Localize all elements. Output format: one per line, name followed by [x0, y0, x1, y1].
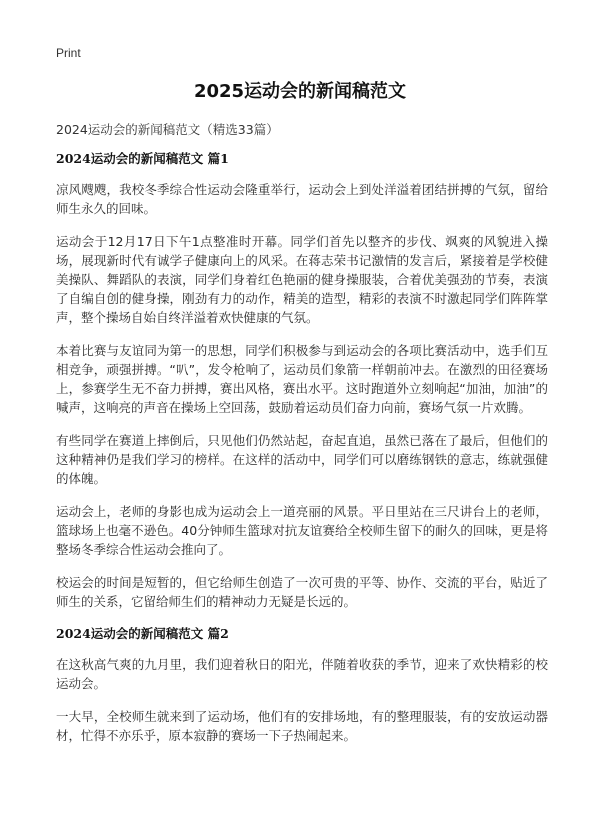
section-heading-2: 2024运动会的新闻稿范文 篇2	[56, 626, 229, 641]
document-subtitle: 2024运动会的新闻稿范文（精选33篇）	[56, 122, 279, 137]
section-1-paragraph-3: 本着比赛与友谊同为第一的思想，同学们积极参与到运动会的各项比赛活动中，选手们互相竞争，顽强拼搏。“叭”，发令枪响了，运动员们象箭一样朝前冲去。在激烈的田径赛场上，参赛学生无不奋力拼搏，赛出风格，赛出水平。这时跑道外立刻响起“加油，加油”的喊声，这响亮的声音在操场上空回荡，鼓励着运动员们奋力向前，赛场气氛一片欢腾。	[56, 343, 548, 415]
section-1-paragraph-5: 运动会上，老师的身影也成为运动会上一道亮丽的风景。平日里站在三尺讲台上的老师，篮球场上也毫不逊色。40分钟师生篮球对抗友谊赛给全校师生留下的耐久的回味，更是将整场冬季综合性运动会推向了。	[56, 504, 548, 557]
print-link[interactable]: Print	[56, 46, 81, 60]
section-1-paragraph-1: 凉风飕飕，我校冬季综合性运动会隆重举行，运动会上到处洋溢着团结拼搏的气氛，留给师生永久的回味。	[56, 182, 548, 216]
section-2-paragraph-2: 一大早，全校师生就来到了运动场，他们有的安排场地，有的整理服装，有的安放运动器材，忙得不亦乐乎，原本寂静的赛场一下子热闹起来。	[56, 709, 548, 743]
section-heading-1: 2024运动会的新闻稿范文 篇1	[56, 151, 229, 166]
section-1-paragraph-2: 运动会于12月17日下午1点整准时开幕。同学们首先以整齐的步伐、飒爽的风貌进入操场，展现新时代有诚学子健康向上的风采。在蒋志荣书记激情的发言后，紧接着是学校健美操队、舞蹈队的表演，同学们身着红色艳丽的健身操服装，合着优美强劲的节奏，表演了自编自创的健身操，刚劲有力的动作，精美的造型，精彩的表演不时激起同学们阵阵掌声，整个操场自始自终洋溢着欢快健康的气氛。	[56, 234, 548, 325]
section-2-paragraph-1: 在这秋高气爽的九月里，我们迎着秋日的阳光，伴随着收获的季节，迎来了欢快精彩的校运动会。	[56, 657, 548, 691]
section-1-paragraph-6: 校运会的时间是短暂的，但它给师生创造了一次可贵的平等、协作、交流的平台，贴近了师生的关系，它留给师生们的精神动力无疑是长远的。	[56, 575, 548, 609]
page-title: 2025运动会的新闻稿范文	[193, 81, 407, 102]
section-1-paragraph-4: 有些同学在赛道上摔倒后，只见他们仍然站起，奋起直追，虽然已落在了最后，但他们的这种精神仍是我们学习的榜样。在这样的活动中，同学们可以磨练钢铁的意志，练就强健的体魄。	[56, 433, 548, 486]
article-body	[56, 150, 548, 759]
